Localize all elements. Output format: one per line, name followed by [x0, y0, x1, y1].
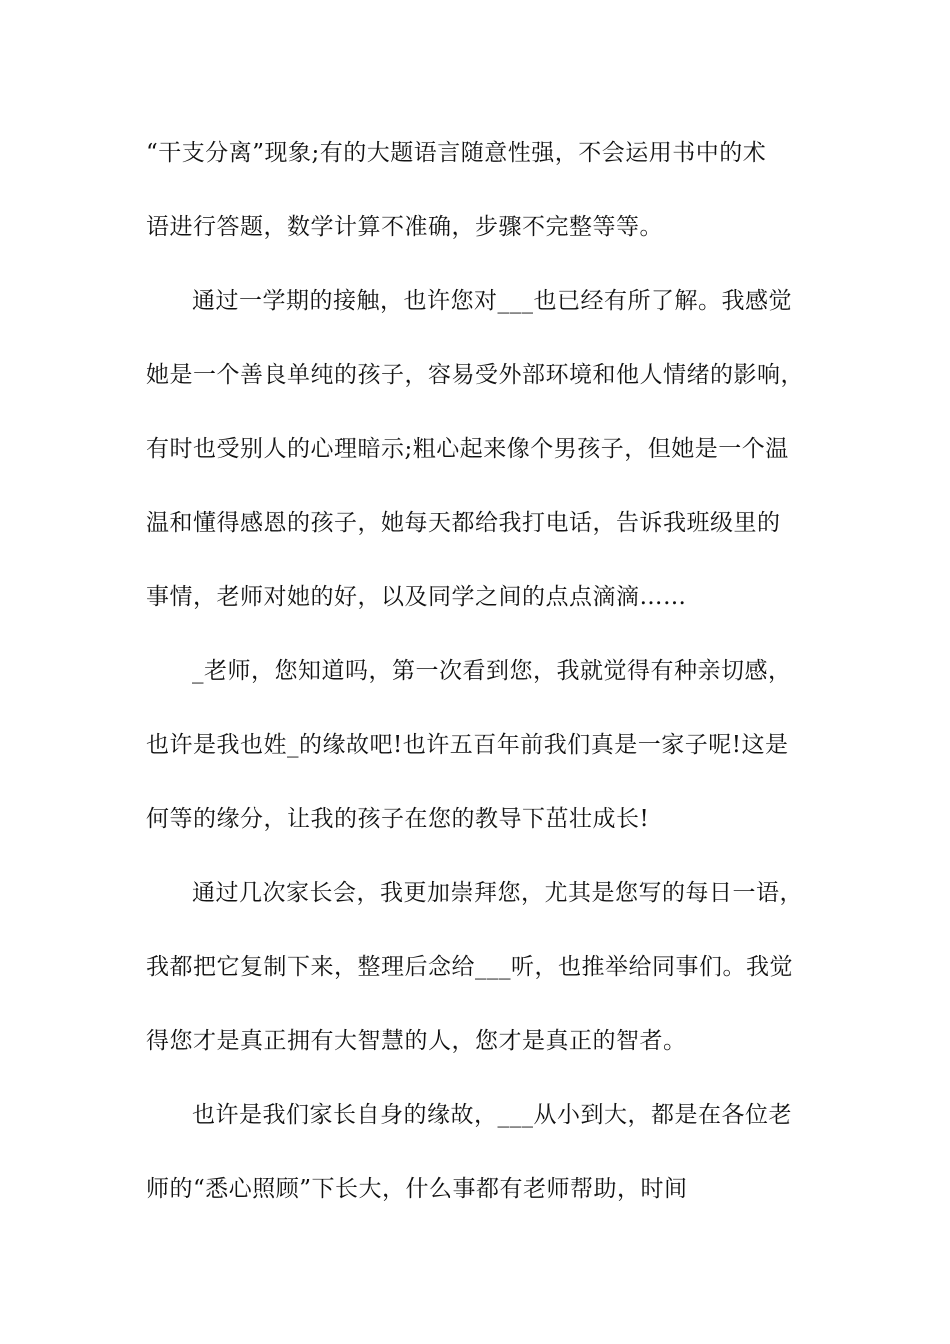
text-line: “干支分离”现象;有的大题语言随意性强，不会运用书中的术 — [146, 140, 767, 166]
document-body — [146, 128, 826, 1238]
text-line: 事情，老师对她的好，以及同学之间的点点滴滴…… — [146, 584, 687, 610]
paragraph-start-line: 通过一学期的接触，也许您对___也已经有所了解。我感觉 — [192, 288, 792, 314]
text-line: 何等的缘分，让我的孩子在您的教导下茁壮成长! — [146, 806, 650, 832]
text-line: 得您才是真正拥有大智慧的人，您才是真正的智者。 — [146, 1028, 687, 1054]
paragraph-start-line: 通过几次家长会，我更加崇拜您，尤其是您写的每日一语， — [192, 880, 803, 906]
text-line: 也许是我也姓_的缘故吧!也许五百年前我们真是一家子呢!这是 — [146, 732, 789, 758]
text-line: 我都把它复制下来，整理后念给___听，也推举给同事们。我觉 — [146, 954, 793, 980]
text-line: 有时也受别人的心理暗示;粗心起来像个男孩子，但她是一个温 — [146, 436, 789, 462]
text-line: 师的“悉心照顾”下长大，什么事都有老师帮助，时间 — [146, 1176, 688, 1202]
paragraph-start-line: 也许是我们家长自身的缘故，___从小到大，都是在各位老 — [192, 1102, 792, 1128]
text-line: 温和懂得感恩的孩子，她每天都给我打电话，告诉我班级里的 — [146, 510, 781, 536]
text-line: 她是一个善良单纯的孩子，容易受外部环境和他人情绪的影响， — [146, 362, 804, 388]
text-line: 语进行答题，数学计算不准确，步骤不完整等等。 — [146, 214, 663, 240]
paragraph-start-line: _老师，您知道吗，第一次看到您，我就觉得有种亲切感， — [192, 658, 792, 684]
